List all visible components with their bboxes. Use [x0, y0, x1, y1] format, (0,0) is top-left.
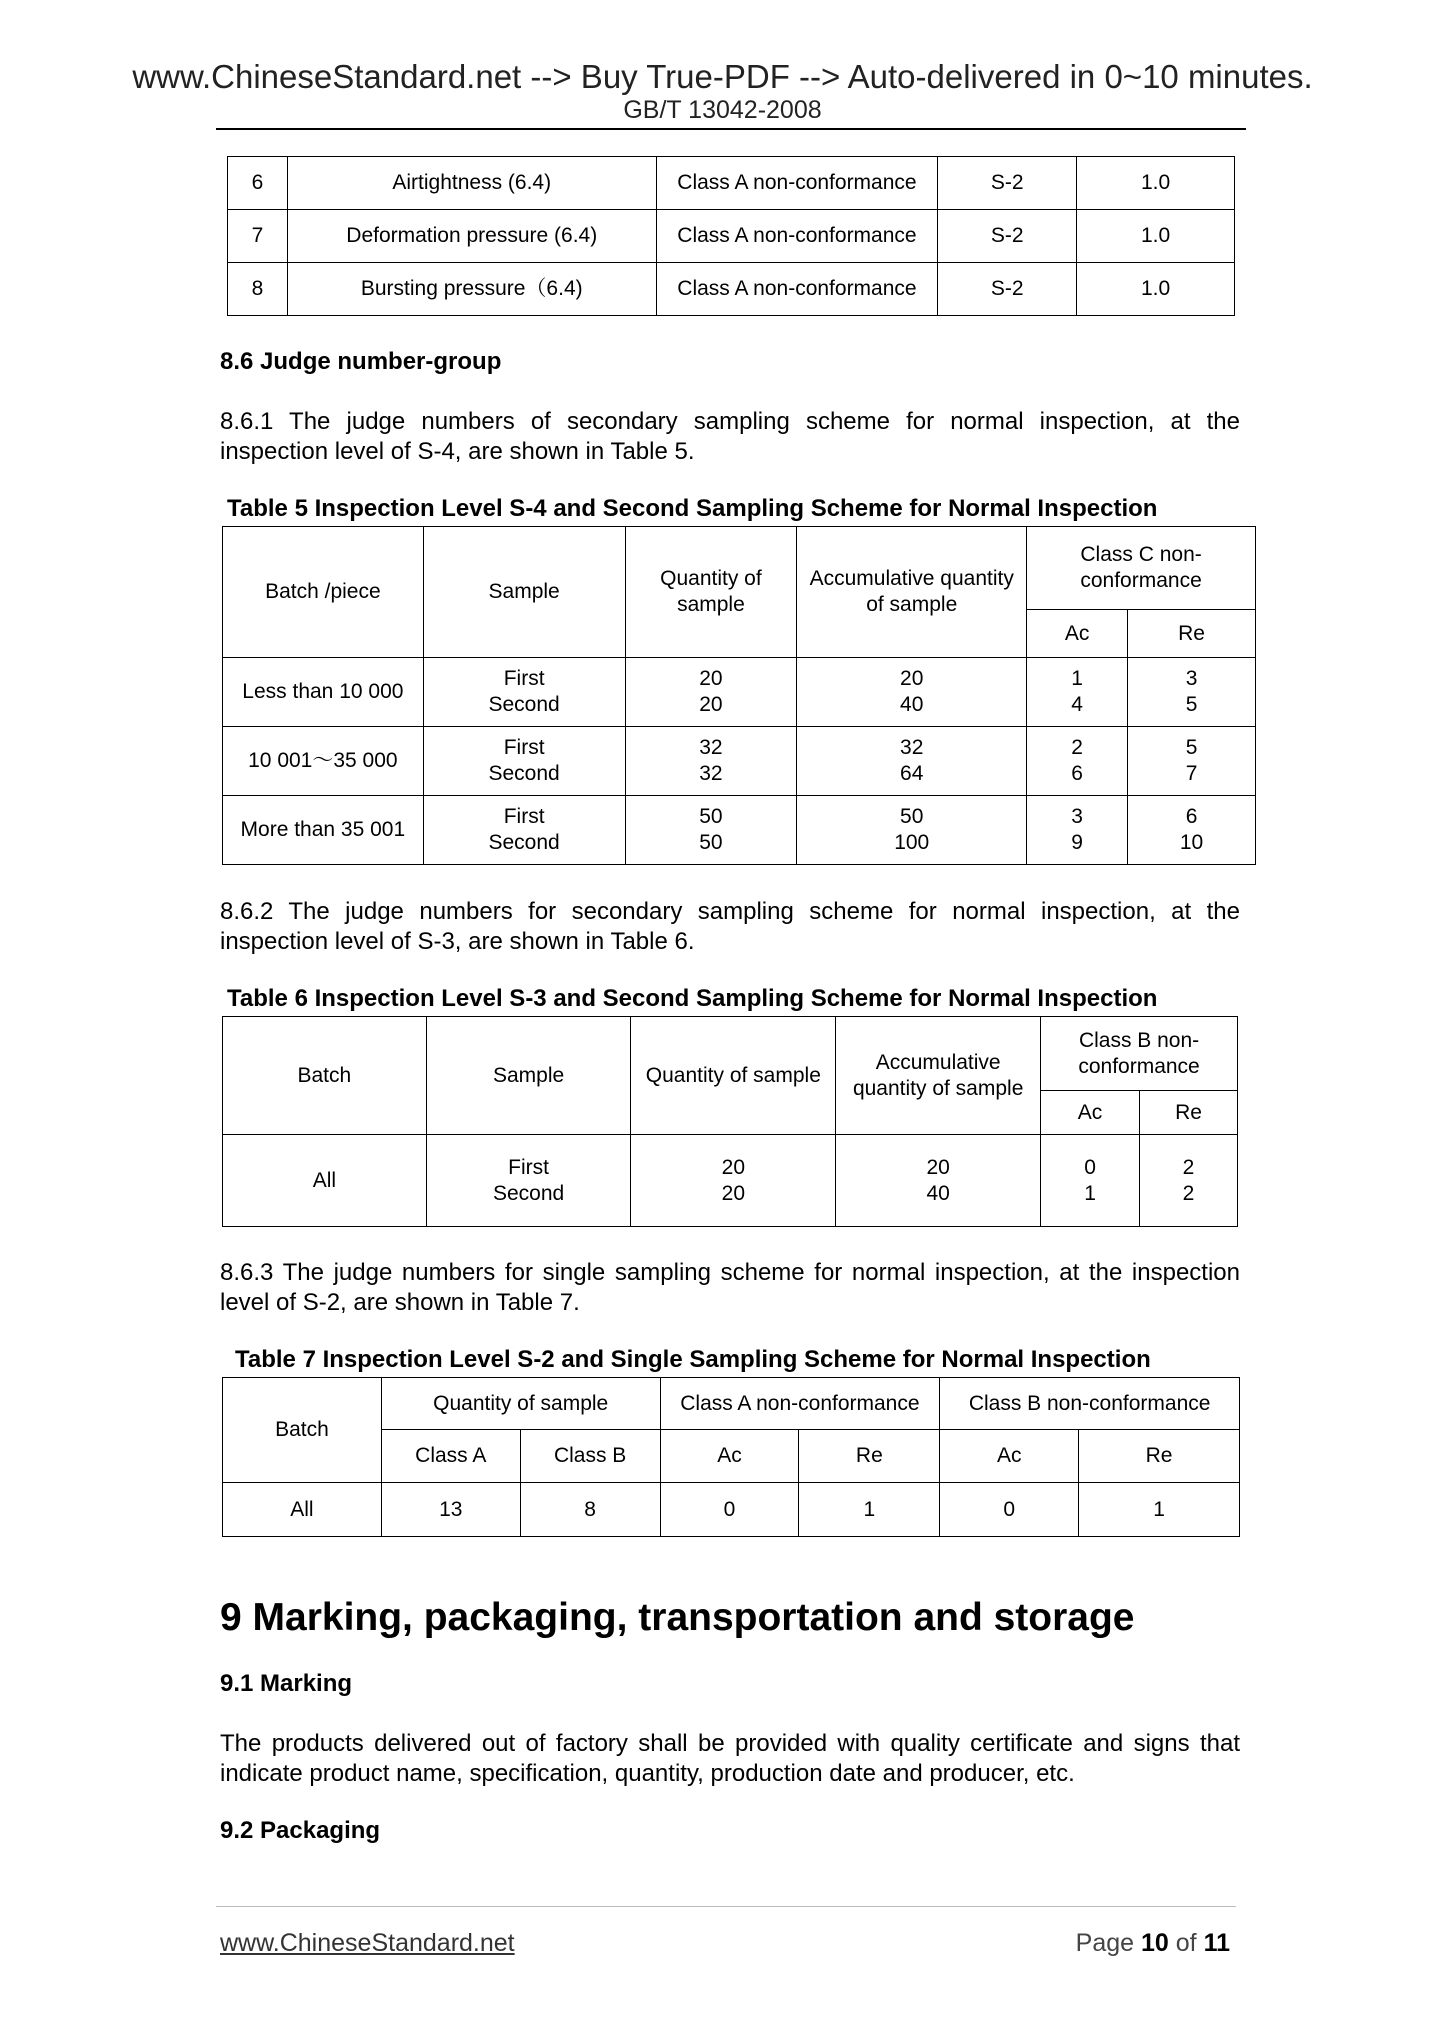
table-row	[228, 263, 1235, 316]
header-batch: Batch	[223, 1017, 427, 1135]
header-b-re: Re	[1079, 1430, 1240, 1483]
section-8-6-heading: 8.6 Judge number-group	[220, 348, 502, 375]
header-banner: www.ChineseStandard.net --> Buy True-PDF --> Auto-delivered in 0~10 minutes.	[132, 58, 1313, 95]
batch-cell: All	[223, 1135, 427, 1227]
header-re: Re	[1128, 610, 1256, 658]
table-cell: 0	[660, 1483, 799, 1537]
re-cell: 5 7	[1128, 727, 1256, 796]
table-row	[228, 157, 1235, 210]
table-cell: S-2	[938, 263, 1077, 316]
header-quantity: Quantity of sample	[381, 1378, 660, 1430]
table-7-caption: Table 7 Inspection Level S-2 and Single Sampling Scheme for Normal Inspection	[235, 1346, 1151, 1373]
batch-cell: More than 35 001	[223, 796, 424, 865]
table-header-row	[223, 1378, 1240, 1430]
batch-cell: Less than 10 000	[223, 658, 424, 727]
sample-cell: First Second	[423, 658, 625, 727]
table-row	[223, 796, 1256, 865]
acc-cell: 20 40	[797, 658, 1027, 727]
table-cell: Class A non-conformance	[656, 157, 938, 210]
table-cell: Deformation pressure (6.4)	[287, 210, 656, 263]
acc-cell: 32 64	[797, 727, 1027, 796]
header-ac: Ac	[1027, 610, 1128, 658]
table-cell: Class A non-conformance	[656, 263, 938, 316]
header-ac: Ac	[1041, 1091, 1140, 1135]
table-row	[228, 210, 1235, 263]
header-batch: Batch	[223, 1378, 382, 1483]
section-8-6-2-text: 8.6.2 The judge numbers for secondary sampling scheme for normal inspection, at the inspection level of S-3, are shown in Table 6.	[220, 898, 1240, 955]
table-header-row	[223, 527, 1256, 610]
table-5-caption: Table 5 Inspection Level S-4 and Second Sampling Scheme for Normal Inspection	[227, 495, 1158, 522]
table-cell: 6	[228, 157, 288, 210]
table-cell: 8	[228, 263, 288, 316]
header-accumulative: Accumulative quantity of sample	[797, 527, 1027, 658]
table-6	[222, 1016, 1238, 1227]
table-row	[223, 1135, 1238, 1227]
header-quantity: Quantity of sample	[631, 1017, 836, 1135]
table-header-row	[223, 1017, 1238, 1091]
table-row	[223, 727, 1256, 796]
section-8-6-3-text: 8.6.3 The judge numbers for single sampling scheme for normal inspection, at the inspection level of S-2, are shown in Table 7.	[220, 1259, 1240, 1316]
table-cell: 1	[1079, 1483, 1240, 1537]
section-9-2-heading: 9.2 Packaging	[220, 1817, 381, 1844]
header-quantity: Quantity of sample	[625, 527, 797, 658]
qty-cell: 20 20	[625, 658, 797, 727]
re-cell: 2 2	[1140, 1135, 1238, 1227]
header-class-b: Class B non-conformance	[1041, 1017, 1238, 1091]
table-cell: 1.0	[1077, 263, 1235, 316]
header-a-re: Re	[799, 1430, 940, 1483]
table-cell: 8	[520, 1483, 660, 1537]
standard-code: GB/T 13042-2008	[623, 96, 822, 124]
qty-cell: 20 20	[631, 1135, 836, 1227]
table-cell: All	[223, 1483, 382, 1537]
section-8-6-1-text: 8.6.1 The judge numbers of secondary sampling scheme for normal inspection, at the inspection level of S-4, are shown in Table 5.	[220, 408, 1240, 465]
ac-cell: 3 9	[1027, 796, 1128, 865]
header-sample: Sample	[423, 527, 625, 658]
table-cell: Bursting pressure（6.4)	[287, 263, 656, 316]
section-9-heading: 9 Marking, packaging, transportation and storage	[220, 1596, 1135, 1639]
footer-divider	[216, 1906, 1236, 1907]
header-accumulative: Accumulative quantity of sample	[836, 1017, 1041, 1135]
sample-cell: First Second	[426, 1135, 631, 1227]
table-cell: 0	[940, 1483, 1079, 1537]
re-cell: 3 5	[1128, 658, 1256, 727]
header-class-a: Class A non-conformance	[660, 1378, 940, 1430]
qty-cell: 50 50	[625, 796, 797, 865]
inspection-items-table	[227, 156, 1235, 316]
table-row	[223, 1483, 1240, 1537]
table-cell: 1	[799, 1483, 940, 1537]
section-9-1-text: The products delivered out of factory shall be provided with quality certificate and signs that indicate product name, specification, quantity, production date and producer, etc.	[220, 1730, 1240, 1787]
header-re: Re	[1140, 1091, 1238, 1135]
table-5	[222, 526, 1256, 865]
acc-cell: 20 40	[836, 1135, 1041, 1227]
header-a-ac: Ac	[660, 1430, 799, 1483]
sample-cell: First Second	[423, 727, 625, 796]
header-class-b: Class B non-conformance	[940, 1378, 1240, 1430]
table-7	[222, 1377, 1240, 1537]
ac-cell: 0 1	[1041, 1135, 1140, 1227]
table-6-caption: Table 6 Inspection Level S-3 and Second Sampling Scheme for Normal Inspection	[227, 985, 1158, 1012]
table-cell: Airtightness (6.4)	[287, 157, 656, 210]
header-class-c: Class C non-conformance	[1027, 527, 1256, 610]
qty-cell: 32 32	[625, 727, 797, 796]
sample-cell: First Second	[423, 796, 625, 865]
ac-cell: 1 4	[1027, 658, 1128, 727]
header-qty-class-a: Class A	[381, 1430, 520, 1483]
ac-cell: 2 6	[1027, 727, 1128, 796]
table-row	[223, 658, 1256, 727]
table-cell: S-2	[938, 157, 1077, 210]
table-cell: 1.0	[1077, 157, 1235, 210]
section-9-1-heading: 9.1 Marking	[220, 1670, 353, 1697]
table-cell: Class A non-conformance	[656, 210, 938, 263]
header-batch: Batch /piece	[223, 527, 424, 658]
table-cell: S-2	[938, 210, 1077, 263]
acc-cell: 50 100	[797, 796, 1027, 865]
table-cell: 1.0	[1077, 210, 1235, 263]
footer-website-link[interactable]: www.ChineseStandard.net	[220, 1929, 515, 1957]
batch-cell: 10 001～35 000	[223, 727, 424, 796]
re-cell: 6 10	[1128, 796, 1256, 865]
table-cell: 7	[228, 210, 288, 263]
header-sample: Sample	[426, 1017, 631, 1135]
page-number: Page 10 of 11	[1075, 1929, 1230, 1957]
header-qty-class-b: Class B	[520, 1430, 660, 1483]
header-b-ac: Ac	[940, 1430, 1079, 1483]
table-cell: 13	[381, 1483, 520, 1537]
header-divider	[216, 128, 1246, 130]
